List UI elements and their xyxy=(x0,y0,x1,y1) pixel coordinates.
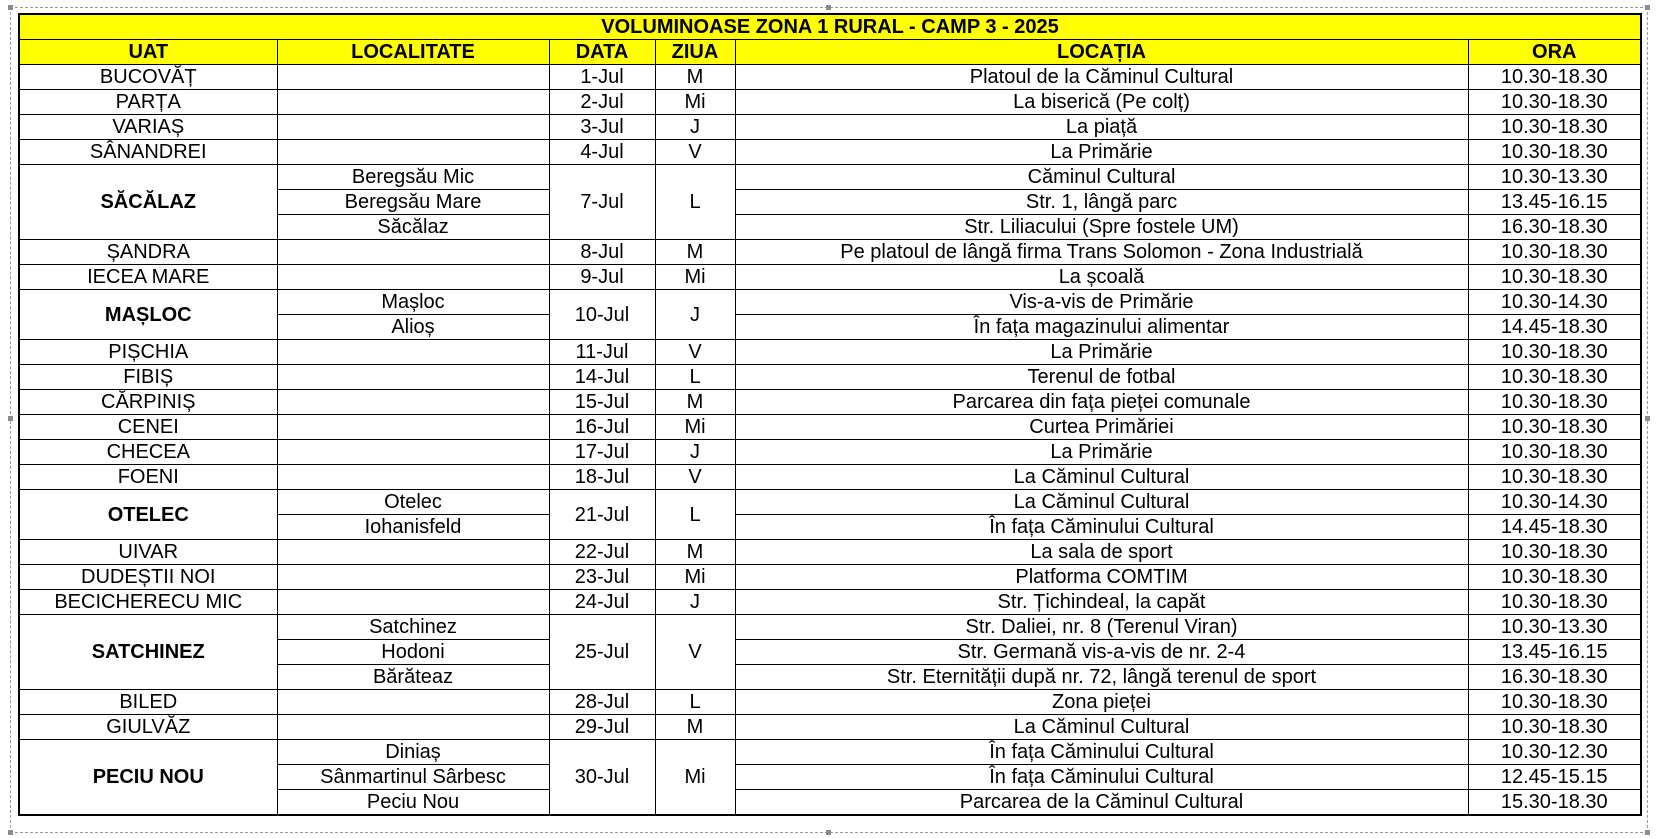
table-row xyxy=(19,90,1641,115)
locatia-cell: În fața Căminului Cultural xyxy=(735,740,1468,765)
data-cell: 2-Jul xyxy=(549,90,655,115)
localitate-cell: Mașloc xyxy=(277,290,549,315)
uat-cell: FOENI xyxy=(19,465,277,490)
locatia-cell: Căminul Cultural xyxy=(735,165,1468,190)
ora-cell: 15.30-18.30 xyxy=(1468,790,1641,816)
ora-cell: 16.30-18.30 xyxy=(1468,665,1641,690)
ziua-cell: Mi xyxy=(655,265,735,290)
locatia-cell: La Primărie xyxy=(735,440,1468,465)
data-cell: 23-Jul xyxy=(549,565,655,590)
table-row xyxy=(19,115,1641,140)
ora-cell: 10.30-18.30 xyxy=(1468,590,1641,615)
ora-cell: 10.30-13.30 xyxy=(1468,165,1641,190)
locatia-cell: La piață xyxy=(735,115,1468,140)
localitate-cell xyxy=(277,340,549,365)
locatia-cell: Zona pieței xyxy=(735,690,1468,715)
resize-handle-bottom-right[interactable] xyxy=(1645,830,1650,835)
uat-cell: PIȘCHIA xyxy=(19,340,277,365)
ziua-cell: J xyxy=(655,290,735,340)
ziua-cell: M xyxy=(655,540,735,565)
localitate-cell xyxy=(277,115,549,140)
ora-cell: 14.45-18.30 xyxy=(1468,515,1641,540)
locatia-cell: Terenul de fotbal xyxy=(735,365,1468,390)
localitate-cell xyxy=(277,465,549,490)
localitate-cell xyxy=(277,440,549,465)
resize-handle-top-left[interactable] xyxy=(8,5,13,10)
ziua-cell: V xyxy=(655,340,735,365)
schedule-body xyxy=(19,65,1641,816)
ora-cell: 10.30-18.30 xyxy=(1468,440,1641,465)
ora-cell: 16.30-18.30 xyxy=(1468,215,1641,240)
locatia-cell: La școală xyxy=(735,265,1468,290)
ora-cell: 10.30-18.30 xyxy=(1468,65,1641,90)
header-localitate: LOCALITATE xyxy=(277,40,549,65)
ora-cell: 10.30-18.30 xyxy=(1468,690,1641,715)
locatia-cell: Vis-a-vis de Primărie xyxy=(735,290,1468,315)
table-row xyxy=(19,440,1641,465)
ora-cell: 10.30-18.30 xyxy=(1468,90,1641,115)
uat-cell: DUDEȘTII NOI xyxy=(19,565,277,590)
locatia-cell: Str. Liliacului (Spre fostele UM) xyxy=(735,215,1468,240)
locatia-cell: Parcarea din fața pieței comunale xyxy=(735,390,1468,415)
ora-cell: 10.30-18.30 xyxy=(1468,115,1641,140)
ora-cell: 10.30-18.30 xyxy=(1468,265,1641,290)
locatia-cell: Parcarea de la Căminul Cultural xyxy=(735,790,1468,816)
localitate-cell xyxy=(277,390,549,415)
table-row xyxy=(19,65,1641,90)
uat-cell: CĂRPINIȘ xyxy=(19,390,277,415)
table-row xyxy=(19,365,1641,390)
table-row xyxy=(19,415,1641,440)
ora-cell: 10.30-18.30 xyxy=(1468,540,1641,565)
table-row xyxy=(19,740,1641,765)
uat-cell: BECICHERECU MIC xyxy=(19,590,277,615)
locatia-cell: Str. Eternității după nr. 72, lângă terenul de sport xyxy=(735,665,1468,690)
table-row xyxy=(19,465,1641,490)
data-cell: 30-Jul xyxy=(549,740,655,816)
header-locatia: LOCAȚIA xyxy=(735,40,1468,65)
data-cell: 9-Jul xyxy=(549,265,655,290)
localitate-cell xyxy=(277,415,549,440)
table-row xyxy=(19,240,1641,265)
uat-cell: BUCOVĂȚ xyxy=(19,65,277,90)
data-cell: 1-Jul xyxy=(549,65,655,90)
localitate-cell xyxy=(277,365,549,390)
ziua-cell: J xyxy=(655,590,735,615)
localitate-cell: Peciu Nou xyxy=(277,790,549,816)
localitate-cell xyxy=(277,540,549,565)
title-row xyxy=(19,14,1641,40)
data-cell: 7-Jul xyxy=(549,165,655,240)
uat-cell: CENEI xyxy=(19,415,277,440)
localitate-cell xyxy=(277,240,549,265)
data-cell: 4-Jul xyxy=(549,140,655,165)
locatia-cell: La Căminul Cultural xyxy=(735,490,1468,515)
uat-cell: ȘANDRA xyxy=(19,240,277,265)
table-row xyxy=(19,690,1641,715)
resize-handle-bottom[interactable] xyxy=(826,830,831,835)
resize-handle-top[interactable] xyxy=(826,5,831,10)
data-cell: 14-Jul xyxy=(549,365,655,390)
ziua-cell: L xyxy=(655,165,735,240)
localitate-cell xyxy=(277,90,549,115)
localitate-cell: Alioș xyxy=(277,315,549,340)
ziua-cell: M xyxy=(655,240,735,265)
localitate-cell: Sânmartinul Sârbesc xyxy=(277,765,549,790)
ora-cell: 10.30-14.30 xyxy=(1468,290,1641,315)
locatia-cell: La Primărie xyxy=(735,140,1468,165)
locatia-cell: Platforma COMTIM xyxy=(735,565,1468,590)
locatia-cell: În fața magazinului alimentar xyxy=(735,315,1468,340)
ora-cell: 10.30-18.30 xyxy=(1468,565,1641,590)
data-cell: 18-Jul xyxy=(549,465,655,490)
resize-handle-right[interactable] xyxy=(1645,416,1650,421)
table-row xyxy=(19,265,1641,290)
ora-cell: 10.30-18.30 xyxy=(1468,465,1641,490)
data-cell: 25-Jul xyxy=(549,615,655,690)
table-row xyxy=(19,540,1641,565)
uat-cell: IECEA MARE xyxy=(19,265,277,290)
header-uat: UAT xyxy=(19,40,277,65)
ora-cell: 13.45-16.15 xyxy=(1468,190,1641,215)
ziua-cell: M xyxy=(655,390,735,415)
uat-cell: PARȚA xyxy=(19,90,277,115)
ora-cell: 10.30-18.30 xyxy=(1468,365,1641,390)
localitate-cell xyxy=(277,65,549,90)
data-cell: 11-Jul xyxy=(549,340,655,365)
localitate-cell xyxy=(277,140,549,165)
ziua-cell: Mi xyxy=(655,565,735,590)
ziua-cell: V xyxy=(655,140,735,165)
ziua-cell: Mi xyxy=(655,415,735,440)
locatia-cell: La sala de sport xyxy=(735,540,1468,565)
uat-cell: SÂNANDREI xyxy=(19,140,277,165)
localitate-cell xyxy=(277,715,549,740)
resize-handle-bottom-left[interactable] xyxy=(8,830,13,835)
uat-cell: BILED xyxy=(19,690,277,715)
resize-handle-left[interactable] xyxy=(8,416,13,421)
ziua-cell: J xyxy=(655,440,735,465)
uat-cell: OTELEC xyxy=(19,490,277,540)
uat-cell: UIVAR xyxy=(19,540,277,565)
ora-cell: 10.30-18.30 xyxy=(1468,340,1641,365)
locatia-cell: În fața Căminului Cultural xyxy=(735,515,1468,540)
localitate-cell xyxy=(277,690,549,715)
ziua-cell: M xyxy=(655,65,735,90)
locatia-cell: Str. 1, lângă parc xyxy=(735,190,1468,215)
locatia-cell: În fața Căminului Cultural xyxy=(735,765,1468,790)
localitate-cell: Bărăteaz xyxy=(277,665,549,690)
locatia-cell: La Căminul Cultural xyxy=(735,715,1468,740)
localitate-cell: Săcălaz xyxy=(277,215,549,240)
ora-cell: 10.30-18.30 xyxy=(1468,415,1641,440)
resize-handle-top-right[interactable] xyxy=(1645,5,1650,10)
ora-cell: 12.45-15.15 xyxy=(1468,765,1641,790)
header-data: DATA xyxy=(549,40,655,65)
uat-cell: FIBIȘ xyxy=(19,365,277,390)
data-cell: 21-Jul xyxy=(549,490,655,540)
localitate-cell: Satchinez xyxy=(277,615,549,640)
uat-cell: PECIU NOU xyxy=(19,740,277,816)
table-row xyxy=(19,590,1641,615)
schedule-table xyxy=(18,13,1642,816)
uat-cell: SATCHINEZ xyxy=(19,615,277,690)
locatia-cell: Str. Țichindeal, la capăt xyxy=(735,590,1468,615)
locatia-cell: Platoul de la Căminul Cultural xyxy=(735,65,1468,90)
locatia-cell: Curtea Primăriei xyxy=(735,415,1468,440)
ziua-cell: L xyxy=(655,365,735,390)
ziua-cell: V xyxy=(655,615,735,690)
ziua-cell: Mi xyxy=(655,740,735,816)
header-ziua: ZIUA xyxy=(655,40,735,65)
table-row xyxy=(19,290,1641,315)
locatia-cell: La biserică (Pe colț) xyxy=(735,90,1468,115)
ora-cell: 10.30-18.30 xyxy=(1468,715,1641,740)
locatia-cell: La Primărie xyxy=(735,340,1468,365)
data-cell: 16-Jul xyxy=(549,415,655,440)
data-cell: 17-Jul xyxy=(549,440,655,465)
ora-cell: 14.45-18.30 xyxy=(1468,315,1641,340)
uat-cell: SĂCĂLAZ xyxy=(19,165,277,240)
table-row xyxy=(19,565,1641,590)
data-cell: 3-Jul xyxy=(549,115,655,140)
ora-cell: 10.30-18.30 xyxy=(1468,240,1641,265)
header-ora: ORA xyxy=(1468,40,1641,65)
table-row xyxy=(19,615,1641,640)
ora-cell: 10.30-13.30 xyxy=(1468,615,1641,640)
table-row xyxy=(19,490,1641,515)
uat-cell: CHECEA xyxy=(19,440,277,465)
ora-cell: 13.45-16.15 xyxy=(1468,640,1641,665)
table-row xyxy=(19,140,1641,165)
uat-cell: VARIAȘ xyxy=(19,115,277,140)
header-row xyxy=(19,40,1641,65)
table-row xyxy=(19,390,1641,415)
ziua-cell: V xyxy=(655,465,735,490)
locatia-cell: La Căminul Cultural xyxy=(735,465,1468,490)
table-row xyxy=(19,165,1641,190)
data-cell: 22-Jul xyxy=(549,540,655,565)
ziua-cell: L xyxy=(655,690,735,715)
localitate-cell xyxy=(277,590,549,615)
data-cell: 10-Jul xyxy=(549,290,655,340)
ziua-cell: Mi xyxy=(655,90,735,115)
locatia-cell: Str. Daliei, nr. 8 (Terenul Viran) xyxy=(735,615,1468,640)
table-title: VOLUMINOASE ZONA 1 RURAL - CAMP 3 - 2025 xyxy=(19,14,1641,40)
uat-cell: MAȘLOC xyxy=(19,290,277,340)
data-cell: 29-Jul xyxy=(549,715,655,740)
table-row xyxy=(19,340,1641,365)
data-cell: 8-Jul xyxy=(549,240,655,265)
ora-cell: 10.30-18.30 xyxy=(1468,140,1641,165)
data-cell: 24-Jul xyxy=(549,590,655,615)
localitate-cell: Beregsău Mare xyxy=(277,190,549,215)
data-cell: 28-Jul xyxy=(549,690,655,715)
ora-cell: 10.30-18.30 xyxy=(1468,390,1641,415)
ora-cell: 10.30-14.30 xyxy=(1468,490,1641,515)
locatia-cell: Str. Germană vis-a-vis de nr. 2-4 xyxy=(735,640,1468,665)
localitate-cell: Iohanisfeld xyxy=(277,515,549,540)
ora-cell: 10.30-12.30 xyxy=(1468,740,1641,765)
ziua-cell: M xyxy=(655,715,735,740)
localitate-cell xyxy=(277,565,549,590)
ziua-cell: J xyxy=(655,115,735,140)
localitate-cell: Hodoni xyxy=(277,640,549,665)
table-row xyxy=(19,715,1641,740)
uat-cell: GIULVĂZ xyxy=(19,715,277,740)
localitate-cell: Beregsău Mic xyxy=(277,165,549,190)
localitate-cell: Otelec xyxy=(277,490,549,515)
data-cell: 15-Jul xyxy=(549,390,655,415)
localitate-cell: Diniaș xyxy=(277,740,549,765)
locatia-cell: Pe platoul de lângă firma Trans Solomon - Zona Industrială xyxy=(735,240,1468,265)
ziua-cell: L xyxy=(655,490,735,540)
localitate-cell xyxy=(277,265,549,290)
